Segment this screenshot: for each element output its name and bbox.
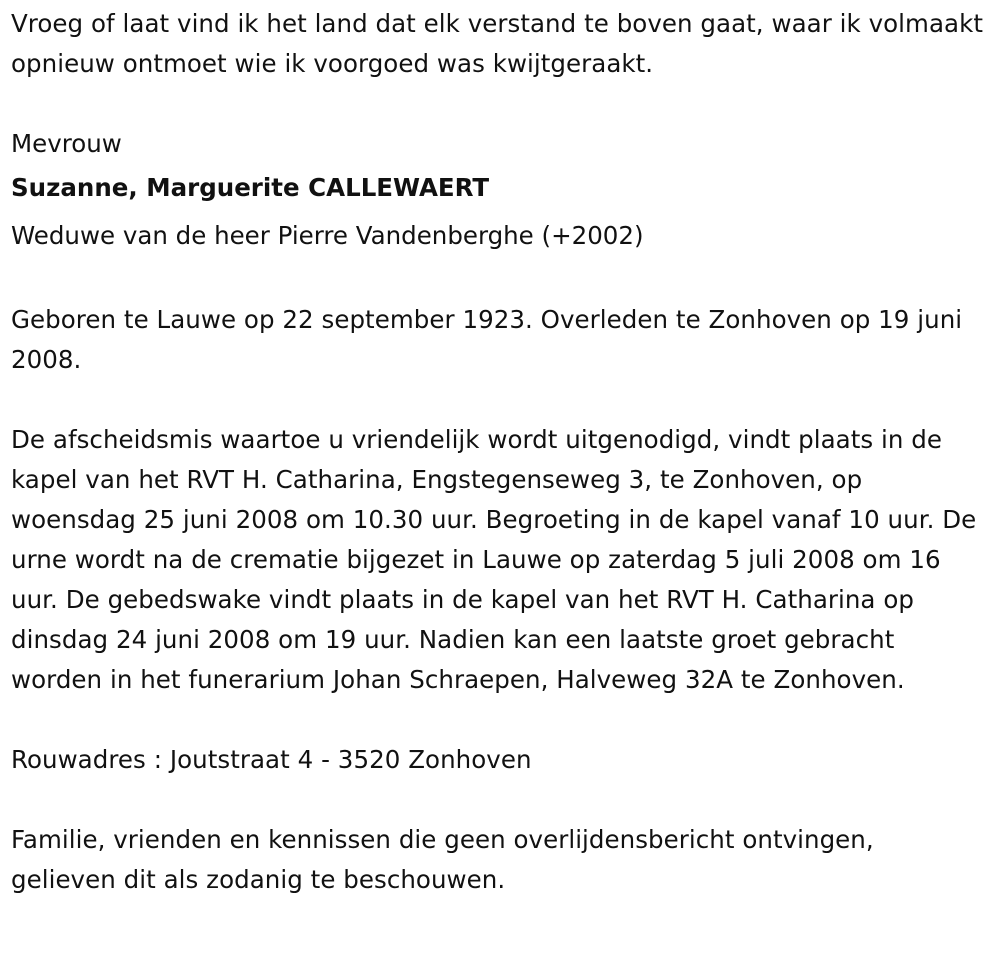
ceremony-text: De afscheidsmis waartoe u vriendelijk wordt uitgenodigd, vindt plaats in de kapel van het RVT H. Catharina, Engstegenseweg 3, te Zonhoven, op woensdag 25 juni 2008 om 10.30 uur. Begroeting in de kapel vanaf 10 uur. De urne wordt na de crematie bijgezet in Lauwe op zaterdag 5 juli 2008 om 16 uur. De gebedswake vindt plaats in de kapel van het RVT H. Catharina op dinsdag 24 juni 2008 om 19 uur. Nadien kan een laatste groet gebracht worden in het funerarium Johan Schraepen, Halveweg 32A te Zonhoven. (11, 425, 977, 694)
birth-death-text: Geboren te Lauwe op 22 september 1923. Overleden te Zonhoven op 19 juni 2008. (11, 305, 963, 374)
mourning-address: Rouwadres : Joutstraat 4 - 3520 Zonhoven (11, 745, 532, 774)
spacer (11, 700, 986, 740)
relation-text: Weduwe van de heer Pierre Vandenberghe (+2002) (11, 221, 644, 250)
spacer (11, 380, 986, 420)
spacer (11, 260, 986, 300)
spacer (11, 780, 986, 820)
deceased-name: Suzanne, Marguerite CALLEWAERT (11, 173, 490, 202)
obituary-text (11, 4, 986, 900)
closing-text: Familie, vrienden en kennissen die geen overlijdensbericht ontvingen, gelieven dit als zodanig te beschouwen. (11, 825, 874, 894)
motto-text: Vroeg of laat vind ik het land dat elk verstand te boven gaat, waar ik volmaakt opnieuw ontmoet wie ik voorgoed was kwijtgeraakt. (11, 9, 983, 78)
spacer (11, 84, 986, 124)
salutation-text: Mevrouw (11, 129, 122, 158)
